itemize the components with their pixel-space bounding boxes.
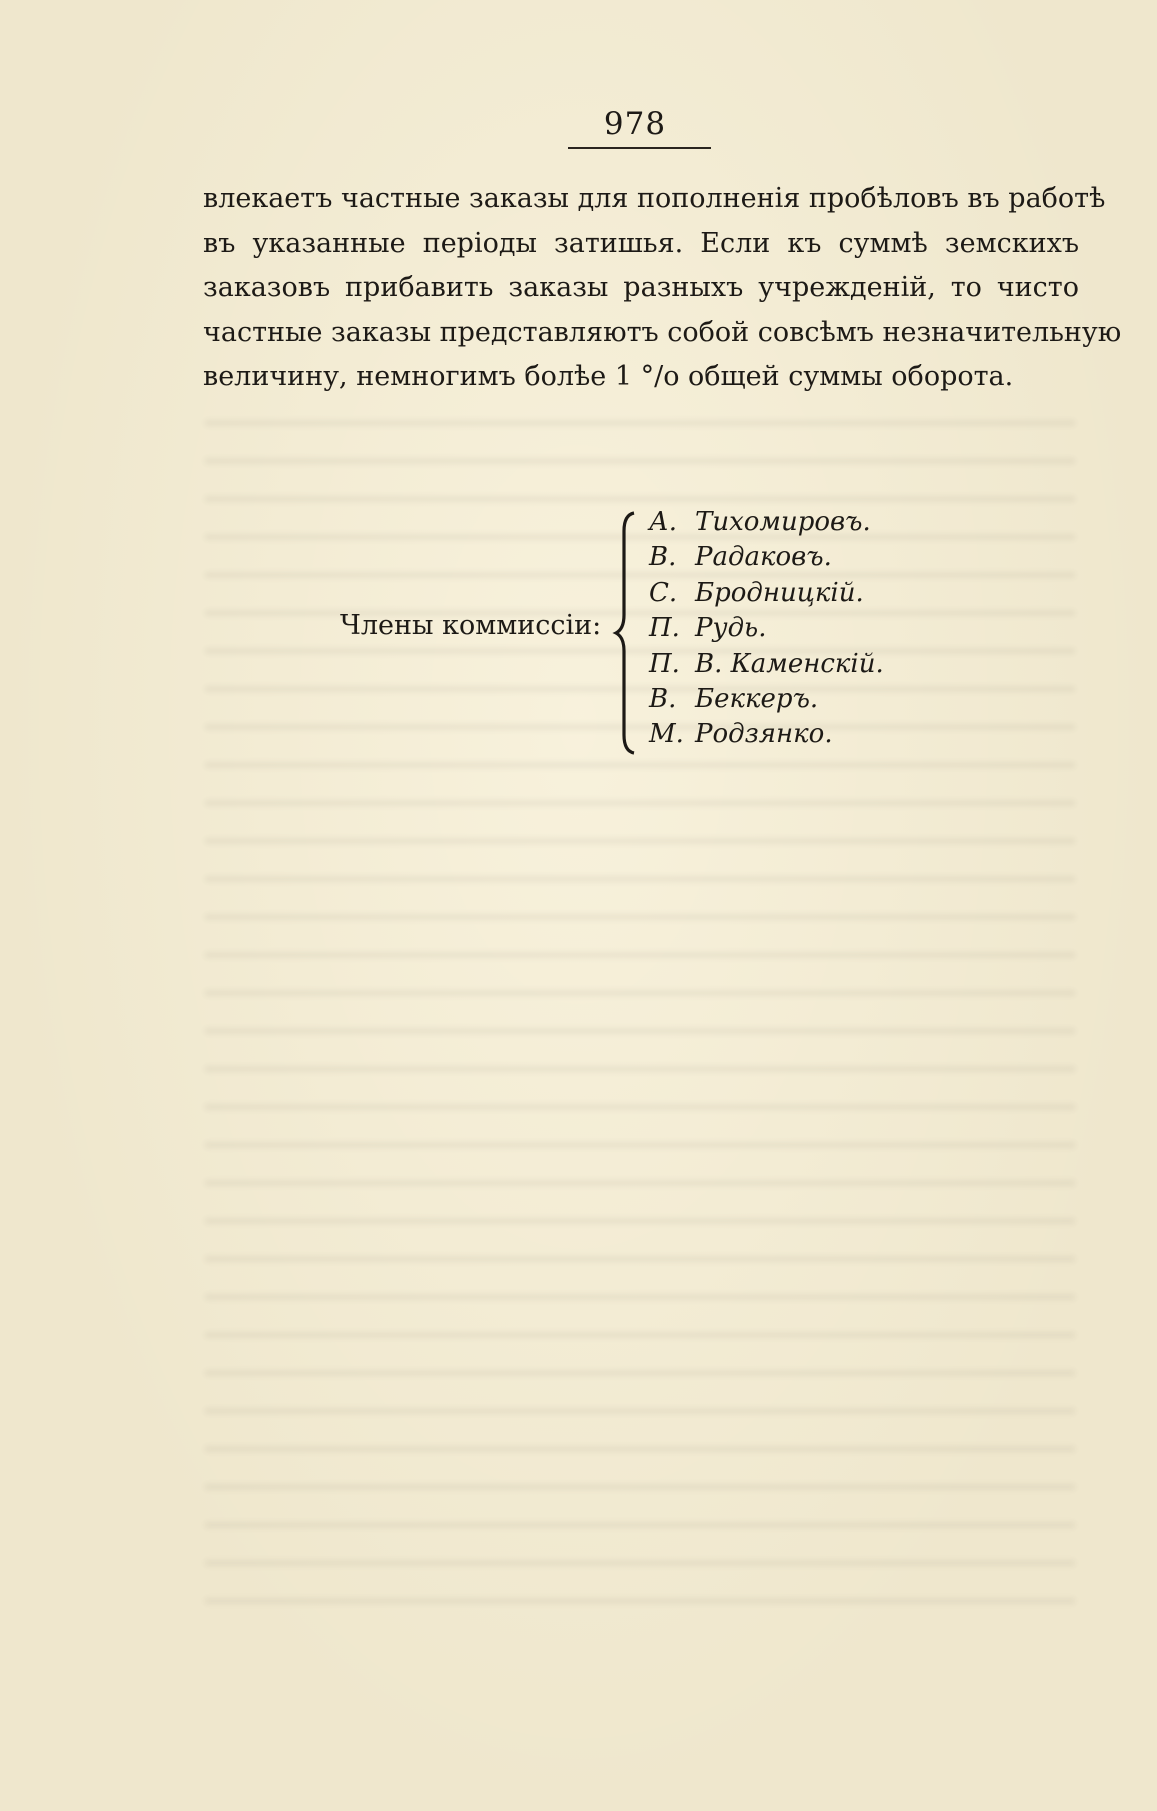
member-initials: П.: [649, 613, 680, 644]
body-line: величину, немногимъ болѣе 1 °/о общей суммы оборота.: [203, 361, 1014, 392]
member-initials: В.: [649, 542, 677, 573]
member-entry: [649, 505, 884, 540]
member-initials: В.: [649, 684, 677, 715]
signature-block: [340, 505, 960, 755]
body-paragraph: [203, 177, 1122, 400]
body-line: въ указанные періоды затишья. Если къ суммѣ земскихъ: [203, 227, 1079, 259]
member-surname: Радаковъ.: [695, 542, 832, 573]
page-number-rule: [568, 147, 711, 149]
member-initials: М.: [649, 719, 684, 750]
member-entry: [649, 717, 884, 752]
body-line: заказовъ прибавить заказы разныхъ учрежденій, то чисто: [203, 272, 1079, 303]
member-surname: Тихомировъ.: [695, 507, 871, 537]
member-surname: Родзянко.: [695, 719, 833, 750]
member-entry: [649, 682, 884, 717]
members-label: Члены коммиссіи:: [340, 610, 602, 641]
member-entry: [649, 540, 884, 575]
member-initials: С.: [649, 577, 678, 608]
body-line: влекаетъ частные заказы для пополненія пробѣловъ въ работѣ: [203, 183, 1106, 214]
body-line: частные заказы представляютъ собой совсѣмъ незначительную: [203, 316, 1122, 348]
member-surname: Рудь.: [695, 613, 767, 644]
curly-brace-icon: [612, 511, 642, 755]
member-surname: Беккеръ.: [695, 684, 819, 715]
member-entry: [649, 647, 884, 682]
members-list: [649, 505, 884, 753]
member-initials: А.: [649, 507, 677, 537]
member-entry: [649, 576, 884, 611]
member-initials: П.: [649, 648, 680, 679]
page-number: 978: [603, 106, 667, 142]
member-surname: В. Каменскій.: [695, 648, 884, 679]
member-entry: [649, 611, 884, 646]
member-surname: Бродницкій.: [695, 577, 864, 608]
